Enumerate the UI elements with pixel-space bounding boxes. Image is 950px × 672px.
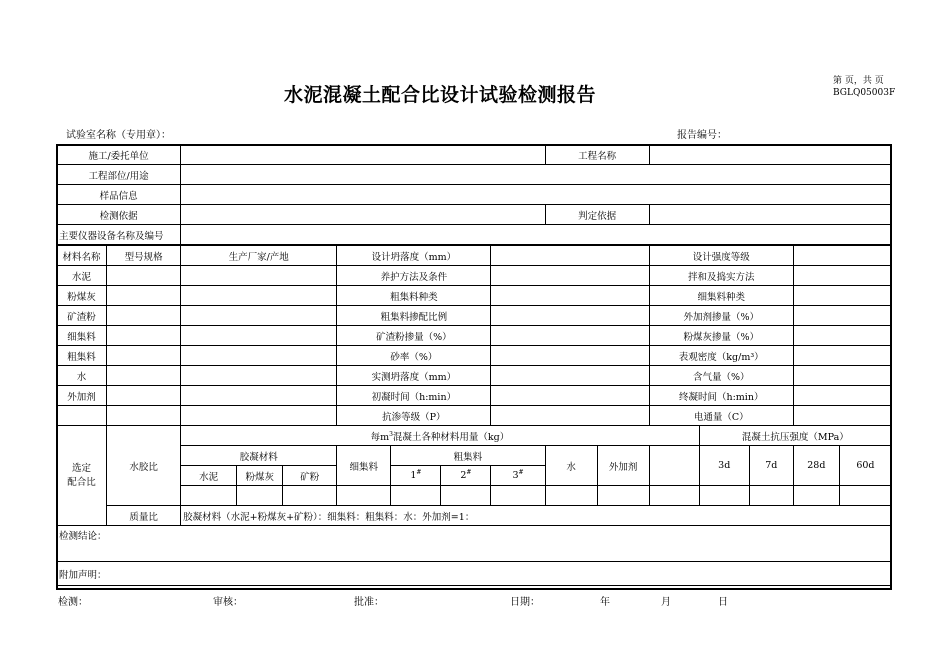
project-value[interactable] [649,145,891,165]
param-value[interactable] [491,346,649,366]
water-binder-ratio-label: 水胶比 [107,426,181,506]
slag-header: 矿粉 [283,466,337,486]
material-model[interactable] [107,266,181,286]
param-label: 拌和及捣实方法 [649,266,793,286]
material-row-label [57,406,107,426]
param-value[interactable] [491,266,649,286]
date-day: 日 [718,597,728,608]
param-label: 粗集料掺配比例 [337,306,491,326]
usage-title [181,426,700,446]
location-label: 工程部位/用途 [57,165,181,185]
mix-value[interactable] [337,486,391,506]
material-model-header: 型号规格 [107,245,181,266]
mix-value[interactable] [545,486,597,506]
param-value[interactable] [491,386,649,406]
material-row-label: 细集料 [57,326,107,346]
material-row-label: 粉煤灰 [57,286,107,306]
location-value[interactable] [181,165,892,185]
selected-mix-text: 选定 配合比 [67,462,96,488]
client-value[interactable] [181,145,545,165]
material-maker[interactable] [181,266,337,286]
material-row-label: 水 [57,366,107,386]
judge-value[interactable] [649,205,891,225]
param-value[interactable] [793,406,891,426]
param-label: 表观密度（kg/m³） [649,346,793,366]
equipment-label: 主要仪器设备名称及编号 [57,225,181,246]
material-model[interactable] [107,326,181,346]
basis-label: 检测依据 [57,205,181,225]
mix-value[interactable] [237,486,283,506]
statement-field[interactable]: 附加声明： [57,562,892,586]
selected-mix-label [57,426,107,526]
param-label: 终凝时间（h:min） [649,386,793,406]
usage-title-text: 每$m^3$混凝土各种材料用量（kg） [370,430,510,443]
param-label: 含气量（%） [649,366,793,386]
age-60d: 60d [839,446,891,486]
report-number-label: 报告编号： [677,130,727,141]
param-value[interactable] [491,406,649,426]
material-row-label: 外加剂 [57,386,107,406]
material-row-label: 水泥 [57,266,107,286]
param-value[interactable] [793,366,891,386]
conclusion-field[interactable]: 检测结论： [57,526,892,562]
mix-value[interactable] [649,486,699,506]
age-3d: 3d [699,446,749,486]
material-maker[interactable] [181,326,337,346]
param-label: 细集料种类 [649,286,793,306]
admixture-header: 外加剂 [597,446,649,486]
page-info [833,75,895,99]
sample-label: 样品信息 [57,185,181,205]
strength-value[interactable] [749,486,793,506]
signature-review: 审核： [213,597,243,608]
strength-value[interactable] [793,486,839,506]
material-row-label: 矿渣粉 [57,306,107,326]
material-maker[interactable] [181,366,337,386]
coarse-3-header: 3# [491,466,545,486]
param-value[interactable] [491,326,649,346]
material-maker[interactable] [181,386,337,406]
param-label: 粗集料种类 [337,286,491,306]
param-label: 实测坍落度（mm） [337,366,491,386]
material-name-header: 材料名称 [57,245,107,266]
param-value[interactable] [793,326,891,346]
material-maker-header: 生产厂家/产地 [181,245,337,266]
lab-name-label: 试验室名称（专用章）： [66,130,171,141]
signature-test: 检测： [58,597,88,608]
coarse-aggregate-header: 粗集料 [391,446,545,466]
param-label: 电通量（C） [649,406,793,426]
param-label: 养护方法及条件 [337,266,491,286]
material-model[interactable] [107,346,181,366]
param-label: 粉煤灰掺量（%） [649,326,793,346]
mass-ratio-value[interactable]: 胶凝材料（水泥+粉煤灰+矿粉）：细集料：粗集料：水：外加剂=1： [181,506,892,526]
material-model[interactable] [107,386,181,406]
param-label: 初凝时间（h:min） [337,386,491,406]
signature-date: 日期： [510,597,540,608]
material-maker[interactable] [181,286,337,306]
page-count: 第 页，共 页 [833,76,884,86]
param-label: 抗渗等级（P） [337,406,491,426]
material-row-label: 粗集料 [57,346,107,366]
signature-approve: 批准： [354,597,384,608]
coarse-1-header: 1# [391,466,441,486]
material-model[interactable] [107,306,181,326]
strength-title: 混凝土抗压强度（MPa） [699,426,891,446]
fine-aggregate-header: 细集料 [337,446,391,486]
age-7d: 7d [749,446,793,486]
strength-value[interactable] [699,486,749,506]
param-value[interactable] [793,306,891,326]
basis-value[interactable] [181,205,545,225]
mix-blank-header [649,446,699,486]
param-label: 外加剂掺量（%） [649,306,793,326]
param-value[interactable] [793,286,891,306]
material-maker[interactable] [181,406,337,426]
param-label: 设计坍落度（mm） [337,245,491,266]
flyash-header: 粉煤灰 [237,466,283,486]
equipment-value[interactable] [181,225,892,246]
date-month: 月 [661,597,671,608]
report-title: 水泥混凝土配合比设计试验检测报告 [283,84,596,106]
param-label: 砂率（%） [337,346,491,366]
client-label: 施工/委托单位 [57,145,181,165]
cement-header: 水泥 [181,466,237,486]
mix-value[interactable] [441,486,491,506]
mass-ratio-label: 质量比 [107,506,181,526]
param-value[interactable] [793,245,891,266]
form-code: BGLQ05003F [833,88,896,98]
param-value[interactable] [793,266,891,286]
mix-value[interactable] [283,486,337,506]
param-value[interactable] [793,386,891,406]
project-label: 工程名称 [545,145,649,165]
material-maker[interactable] [181,346,337,366]
coarse-2-header: 2# [441,466,491,486]
age-28d: 28d [793,446,839,486]
material-model[interactable] [107,406,181,426]
strength-value[interactable] [839,486,891,506]
sample-value[interactable] [181,185,892,205]
param-label: 设计强度等级 [649,245,793,266]
mix-value[interactable] [391,486,441,506]
mix-value[interactable] [597,486,649,506]
judge-label: 判定依据 [545,205,649,225]
material-model[interactable] [107,286,181,306]
param-value[interactable] [491,366,649,386]
param-value[interactable] [793,346,891,366]
param-value[interactable] [491,306,649,326]
material-maker[interactable] [181,306,337,326]
binder-header: 胶凝材料 [181,446,337,466]
water-header: 水 [545,446,597,486]
report-table [56,144,892,586]
mix-value[interactable] [491,486,545,506]
param-value[interactable] [491,286,649,306]
date-year: 年 [600,597,610,608]
material-model[interactable] [107,366,181,386]
mix-value[interactable] [181,486,237,506]
param-label: 矿渣粉掺量（%） [337,326,491,346]
param-value[interactable] [491,245,649,266]
